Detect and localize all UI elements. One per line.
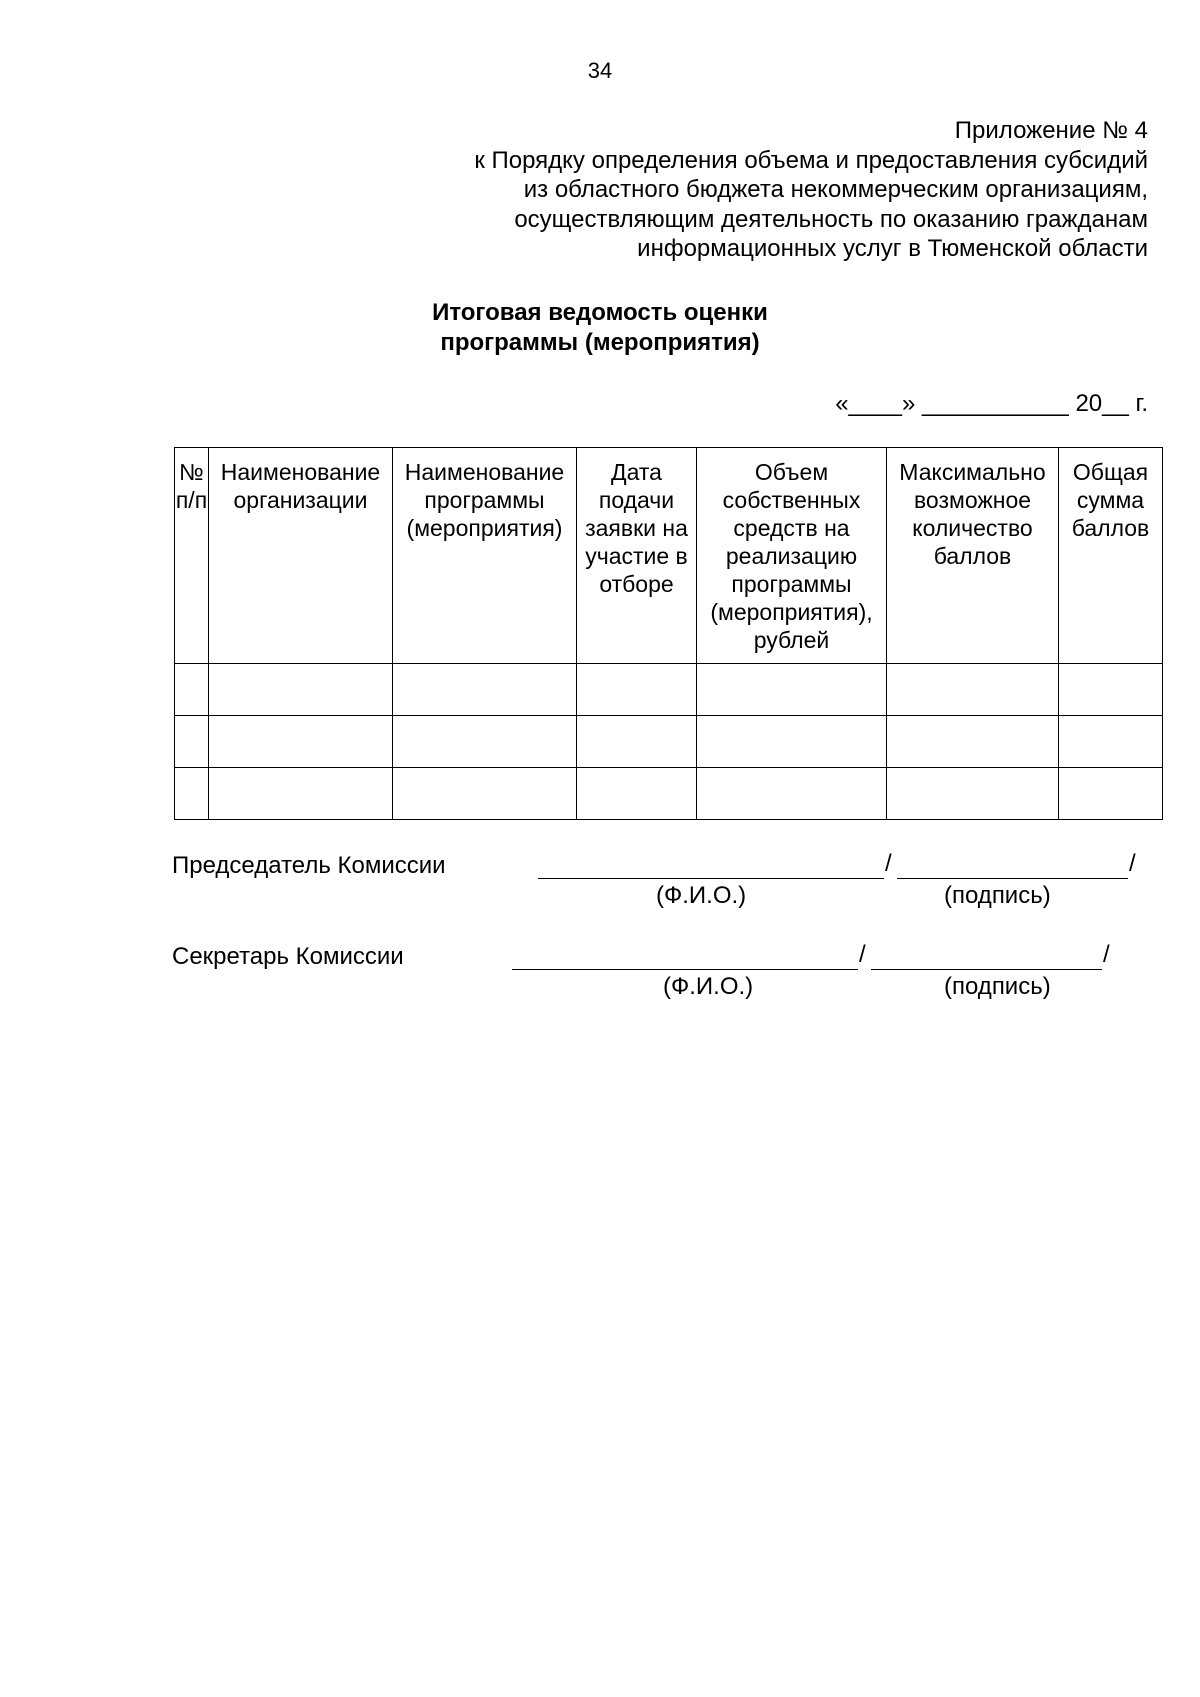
slash-separator: /: [1103, 941, 1110, 968]
appendix-header: [388, 116, 1148, 264]
header-application-date: Дата подачи заявки на участие в отборе: [577, 448, 697, 664]
header-own-funds: Объем собственных средств на реализацию программы (мероприятия), рублей: [697, 448, 887, 664]
slash-separator: /: [1129, 850, 1136, 877]
table-cell[interactable]: [175, 716, 209, 768]
appendix-line: осуществляющим деятельность по оказанию гражданам: [514, 205, 1148, 233]
document-title: [0, 298, 1200, 358]
table-cell[interactable]: [697, 664, 887, 716]
table-cell[interactable]: [1059, 768, 1163, 820]
slash-separator: /: [885, 850, 892, 877]
name-caption: (Ф.И.О.): [663, 973, 754, 1000]
table-cell[interactable]: [887, 664, 1059, 716]
assessment-table: [174, 447, 1163, 820]
table-cell[interactable]: [209, 664, 393, 716]
table-row: [175, 664, 1163, 716]
appendix-line: из областного бюджета некоммерческим организациям,: [523, 176, 1148, 203]
table-cell[interactable]: [175, 768, 209, 820]
table-cell[interactable]: [577, 716, 697, 768]
header-organization: Наименование организации: [209, 448, 393, 664]
name-signature-line[interactable]: [538, 850, 884, 879]
table-cell[interactable]: [209, 716, 393, 768]
signature-role: Председатель Комиссии: [172, 852, 446, 879]
signature-caption: (подпись): [944, 973, 1051, 1000]
table-cell[interactable]: [209, 768, 393, 820]
table-cell[interactable]: [1059, 664, 1163, 716]
document-title-line: Итоговая ведомость оценки: [432, 299, 768, 326]
slash-separator: /: [859, 941, 866, 968]
signature-role: Секретарь Комиссии: [172, 943, 404, 970]
table-cell[interactable]: [887, 768, 1059, 820]
name-caption: (Ф.И.О.): [656, 882, 747, 909]
table-cell[interactable]: [697, 768, 887, 820]
header-program: Наименование программы (мероприятия): [393, 448, 577, 664]
appendix-title: Приложение № 4: [954, 117, 1148, 144]
signature-line[interactable]: [897, 850, 1128, 879]
table-cell[interactable]: [1059, 716, 1163, 768]
name-signature-line[interactable]: [512, 941, 858, 970]
signature-caption: (подпись): [944, 882, 1051, 909]
table-cell[interactable]: [577, 768, 697, 820]
table-cell[interactable]: [175, 664, 209, 716]
table-cell[interactable]: [887, 716, 1059, 768]
table-cell[interactable]: [577, 664, 697, 716]
document-title-line: программы (мероприятия): [440, 329, 760, 356]
table-cell[interactable]: [393, 768, 577, 820]
table-cell[interactable]: [393, 664, 577, 716]
table-row: [175, 716, 1163, 768]
signature-row-chairman: [172, 850, 1172, 941]
signature-line[interactable]: [871, 941, 1102, 970]
table-row: [175, 768, 1163, 820]
table-cell[interactable]: [697, 716, 887, 768]
signatures-block: [172, 850, 1172, 1032]
page-number: 34: [587, 58, 613, 83]
signature-row-secretary: [172, 941, 1172, 1032]
appendix-line: к Порядку определения объема и предоставления субсидий: [474, 146, 1148, 174]
appendix-line: информационных услуг в Тюменской области: [637, 235, 1148, 262]
header-max-points: Максимально возможное количество баллов: [887, 448, 1059, 664]
date-line: «____» ___________ 20__ г.: [835, 390, 1148, 417]
header-number: № п/п: [175, 448, 209, 664]
header-total-points: Общая сумма баллов: [1059, 448, 1163, 664]
table-header-row: [175, 448, 1163, 664]
table-cell[interactable]: [393, 716, 577, 768]
